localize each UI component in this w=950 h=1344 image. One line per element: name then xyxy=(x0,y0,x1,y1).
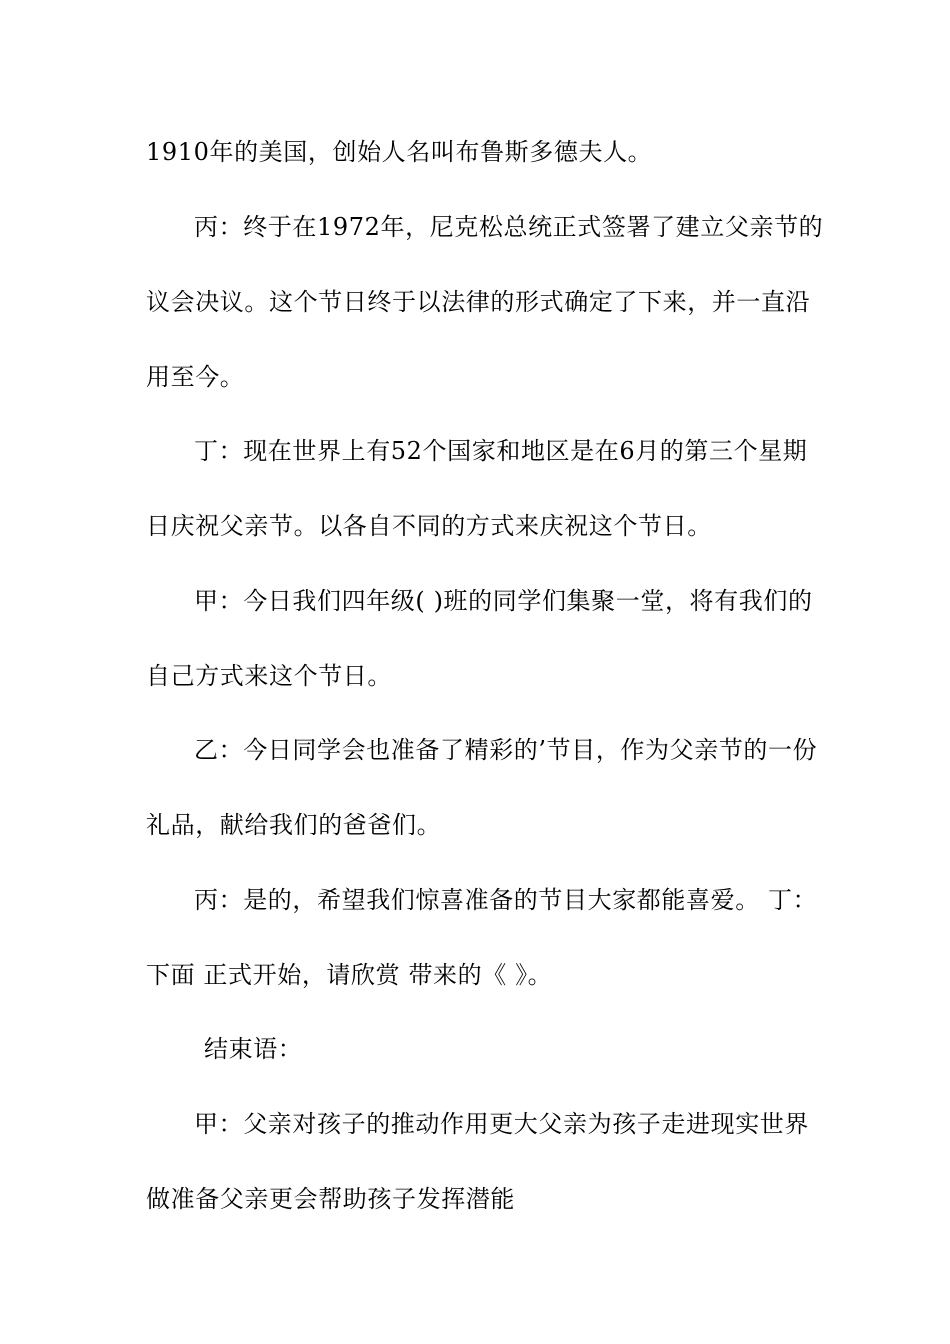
text-line-1: 1910年的美国，创始人名叫布鲁斯多德夫人。 xyxy=(146,138,653,166)
text-line-6: 日庆祝父亲节。以各自不同的方式来庆祝这个节日。 xyxy=(146,512,712,540)
text-line-14: 甲：父亲对孩子的推动作用更大父亲为孩子走进现实世界 xyxy=(194,1110,809,1138)
text-line-12: 下面 正式开始，请欣赏 带来的《 》。 xyxy=(146,961,553,989)
text-line-9: 乙：今日同学会也准备了精彩的’节目，作为父亲节的一份 xyxy=(194,736,818,764)
text-line-3: 议会决议。这个节日终于以法律的形式确定了下来，并一直沿 xyxy=(146,288,811,316)
text-line-4: 用至今。 xyxy=(146,363,245,391)
text-line-7: 甲：今日我们四年级( )班的同学们集聚一堂，将有我们的 xyxy=(194,587,813,615)
text-line-10: 礼品，献给我们的爸爸们。 xyxy=(146,811,442,839)
text-line-8: 自己方式来这个节日。 xyxy=(146,662,392,690)
closing-heading: 结束语： xyxy=(204,1035,303,1063)
text-line-11: 丙：是的，希望我们惊喜准备的节目大家都能喜爱。 丁： xyxy=(194,886,818,914)
text-line-2: 丙：终于在1972年，尼克松总统正式签署了建立父亲节的 xyxy=(194,213,824,241)
text-line-15: 做准备父亲更会帮助孩子发挥潜能 xyxy=(146,1185,515,1213)
text-line-5: 丁：现在世界上有52个国家和地区是在6月的第三个星期 xyxy=(194,437,808,465)
